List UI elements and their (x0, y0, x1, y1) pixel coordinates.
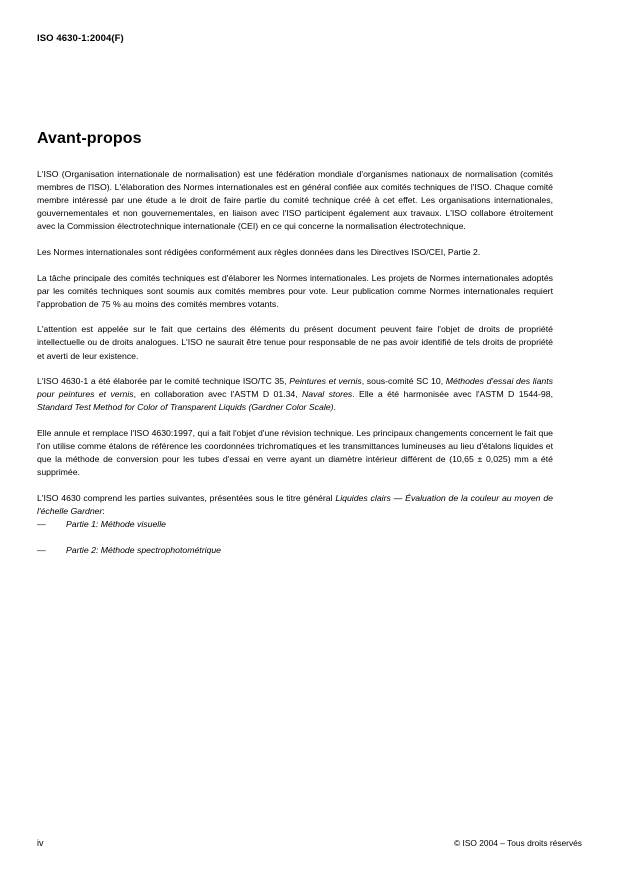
page-number: iv (37, 838, 44, 848)
paragraph-7-text-1: L'ISO 4630 comprend les parties suivantes, présentées sous le titre général (37, 492, 336, 503)
list-item-label: Partie 2: Méthode spectrophotométrique (66, 544, 222, 555)
list-item (37, 544, 553, 557)
paragraph-5-italic-2: Méthodes d'essai des liants pour peintures et vernis (37, 376, 554, 400)
paragraph-5-text-3: , en collaboration avec l'ASTM D 01.34, (133, 389, 303, 400)
paragraph-5-italic-1: Peintures et vernis (289, 376, 362, 387)
paragraph-7-italic-1: Liquides clairs — Évaluation de la couleur au moyen de l'échelle Gardner (37, 492, 553, 516)
document-content (37, 130, 553, 569)
paragraph-1: L'ISO (Organisation internationale de normalisation) est une fédération mondiale d'organismes nationaux de normalisation (comités membres de l'ISO). L'élaboration des Normes internationales est en général confiée aux comités techniques de l'ISO. Chaque comité membre intéressé par une étude a le droit de faire partie du comité technique créé à cet effet. Les organisations internationales, gouvernementales et non gouvernementales, en liaison avec l'ISO participent également aux travaux. L'ISO collabore étroitement avec la Commission électrotechnique internationale (CEI) en ce qui concerne la normalisation électrotechnique. (37, 169, 553, 232)
paragraph-5-italic-3: Naval stores (302, 389, 353, 400)
paragraph-5-text-1: L'ISO 4630-1 a été élaborée par le comité technique ISO/TC 35, (37, 376, 290, 387)
parts-list (37, 518, 553, 557)
paragraph-6: Elle annule et remplace l'ISO 4630:1997, qui a fait l'objet d'une révision technique. Les principaux changements concernent le fait que l'on utilise comme étalons de référence les coordonnées trichromatiques et les transmittances lumineuses au lieu d'étalons liquides et que la méthode de conversion pour les tubes d'essai en verre ayant un diamètre intérieur différent de (10,65 ± 0,025) mm a été supprimée. (37, 427, 553, 478)
paragraph-5-text-2: , sous-comité SC 10, (361, 376, 446, 387)
running-head: ISO 4630-1:2004(F) (37, 33, 124, 44)
paragraph-7 (37, 492, 553, 518)
paragraph-5 (37, 375, 553, 414)
paragraph-5-italic-4: Standard Test Method for Color of Transparent Liquids (Gardner Color Scale) (37, 402, 334, 413)
paragraph-3: La tâche principale des comités techniques est d'élaborer les Normes internationales. Les projets de Normes internationales adoptés par les comités techniques sont soumis aux comités membres pour vote. Leur publication comme Normes internationales requiert l'approbation de 75 % au moins des comités membres votants. (37, 272, 553, 309)
copyright-notice: © ISO 2004 – Tous droits réservés (454, 838, 582, 848)
list-item-label: Partie 1: Méthode visuelle (66, 518, 166, 529)
page-footer (37, 838, 582, 848)
paragraph-5-text-4: . Elle a été harmonisée avec l'ASTM D 1544-98, (352, 389, 553, 400)
page-title: Avant-propos (37, 130, 142, 147)
em-dash-marker: — (37, 518, 46, 529)
paragraph-2: Les Normes internationales sont rédigées conformément aux règles données dans les Directives ISO/CEI, Partie 2. (37, 246, 481, 257)
paragraph-4: L'attention est appelée sur le fait que certains des éléments du présent document peuvent faire l'objet de droits de propriété intellectuelle ou de droits analogues. L'ISO ne saurait être tenue pour responsable de ne pas avoir identifié de tels droits de propriété et averti de leur existence. (37, 324, 553, 361)
em-dash-marker: — (37, 544, 46, 555)
paragraph-5-text-5: . (333, 402, 336, 413)
paragraph-7-text-2: : (102, 505, 105, 516)
list-item (37, 518, 553, 531)
